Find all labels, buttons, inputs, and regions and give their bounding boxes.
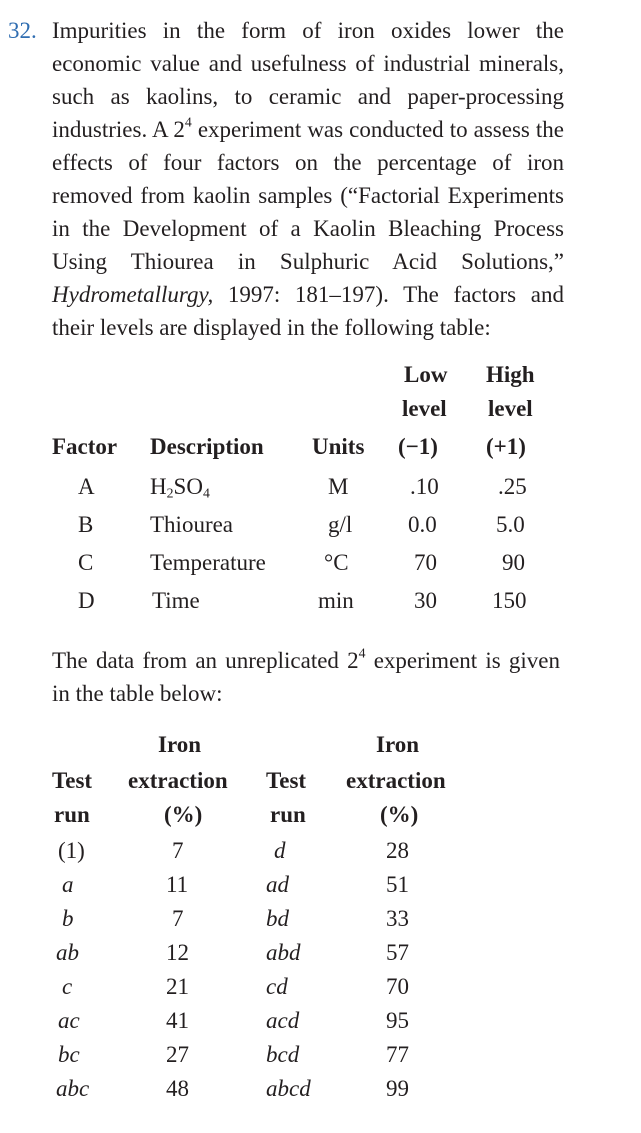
high-cell: 150	[492, 588, 527, 613]
value-cell: 7	[172, 838, 184, 863]
run-cell: abd	[266, 940, 301, 965]
run-cell: bc	[58, 1042, 80, 1067]
high-cell: .25	[498, 474, 527, 499]
units-cell: g/l	[328, 512, 353, 537]
factor-cell: B	[78, 512, 94, 537]
description-cell: Time	[152, 588, 200, 613]
header-test-left: Test	[52, 768, 93, 793]
run-cell: (1)	[58, 838, 85, 863]
description-cell: Temperature	[150, 550, 266, 575]
problem-32	[8, 14, 564, 344]
value-cell: 21	[166, 974, 189, 999]
description-cell: Thiourea	[150, 512, 234, 537]
value-cell: 7	[172, 906, 184, 931]
header-extraction-left: extraction	[128, 768, 228, 793]
header-low: Low	[404, 362, 448, 387]
value-cell: 95	[386, 1008, 409, 1033]
factor-cell: A	[78, 474, 95, 499]
value-cell: 57	[386, 940, 409, 965]
low-cell: 70	[414, 550, 437, 575]
value-cell: 27	[166, 1042, 189, 1067]
header-description: Description	[150, 434, 264, 459]
run-cell: d	[274, 838, 286, 863]
value-cell: 28	[386, 838, 409, 863]
problem-paragraph: Impurities in the form of iron oxides lower the economic value and usefulness of industrial minerals, such as kaolins, to ceramic and paper-processing industries. A $2^4$ experiment was conducted to assess the effects of four factors on the percentage of iron removed from kaolin samples (“Factorial Experiments in the Development of a Kaolin Bleaching Process Using Thiourea in Sulphuric Acid Solutions,” Hydrometallurgy, 1997: 181–197). The factors and their levels are displayed in the following table:	[52, 18, 564, 340]
low-cell: 30	[414, 588, 437, 613]
description-cell: $H_2SO_4$	[150, 474, 210, 501]
run-cell: ad	[266, 872, 289, 897]
run-cell: bd	[266, 906, 289, 931]
value-cell: 48	[166, 1076, 189, 1101]
header-run-left: run	[54, 802, 90, 827]
run-cell: c	[62, 974, 73, 999]
units-cell: min	[318, 588, 354, 613]
low-cell: .10	[410, 474, 439, 499]
value-cell: 11	[166, 872, 189, 897]
high-cell: 90	[502, 550, 525, 575]
data-intro-paragraph: The data from an unreplicated $2^4$ experiment is given in the table below:	[52, 645, 560, 706]
value-cell: 77	[386, 1042, 409, 1067]
header-iron-right: Iron	[376, 732, 420, 757]
value-cell: 12	[166, 940, 189, 965]
header-iron-left: Iron	[158, 732, 202, 757]
run-cell: a	[62, 872, 74, 897]
units-cell: M	[328, 474, 349, 499]
header-pct-left: (%)	[164, 802, 203, 827]
header-high: High	[486, 362, 535, 387]
low-cell: 0.0	[408, 512, 437, 537]
run-cell: bcd	[266, 1042, 300, 1067]
run-cell: ac	[58, 1008, 80, 1033]
value-cell: 70	[386, 974, 409, 999]
header-high-code: (+1)	[486, 434, 526, 459]
run-cell: acd	[266, 1008, 300, 1033]
run-cell: b	[62, 906, 74, 931]
run-cell: ab	[56, 940, 79, 965]
run-cell: abc	[56, 1076, 90, 1101]
units-cell: °C	[324, 550, 349, 575]
value-cell: 41	[166, 1008, 189, 1033]
header-high-level: level	[488, 396, 533, 421]
run-cell: cd	[266, 974, 288, 999]
header-units: Units	[312, 434, 365, 459]
factor-cell: D	[78, 588, 95, 613]
factor-cell: C	[78, 550, 94, 575]
header-factor: Factor	[52, 434, 118, 459]
header-low-level: level	[402, 396, 447, 421]
header-extraction-right: extraction	[346, 768, 446, 793]
header-pct-right: (%)	[380, 802, 419, 827]
header-test-right: Test	[266, 768, 307, 793]
header-low-code: (−1)	[398, 434, 438, 459]
value-cell: 51	[386, 872, 409, 897]
value-cell: 99	[386, 1076, 409, 1101]
value-cell: 33	[386, 906, 409, 931]
header-run-right: run	[270, 802, 306, 827]
problem-number: 32.	[8, 18, 37, 43]
run-cell: abcd	[266, 1076, 311, 1101]
high-cell: 5.0	[496, 512, 525, 537]
